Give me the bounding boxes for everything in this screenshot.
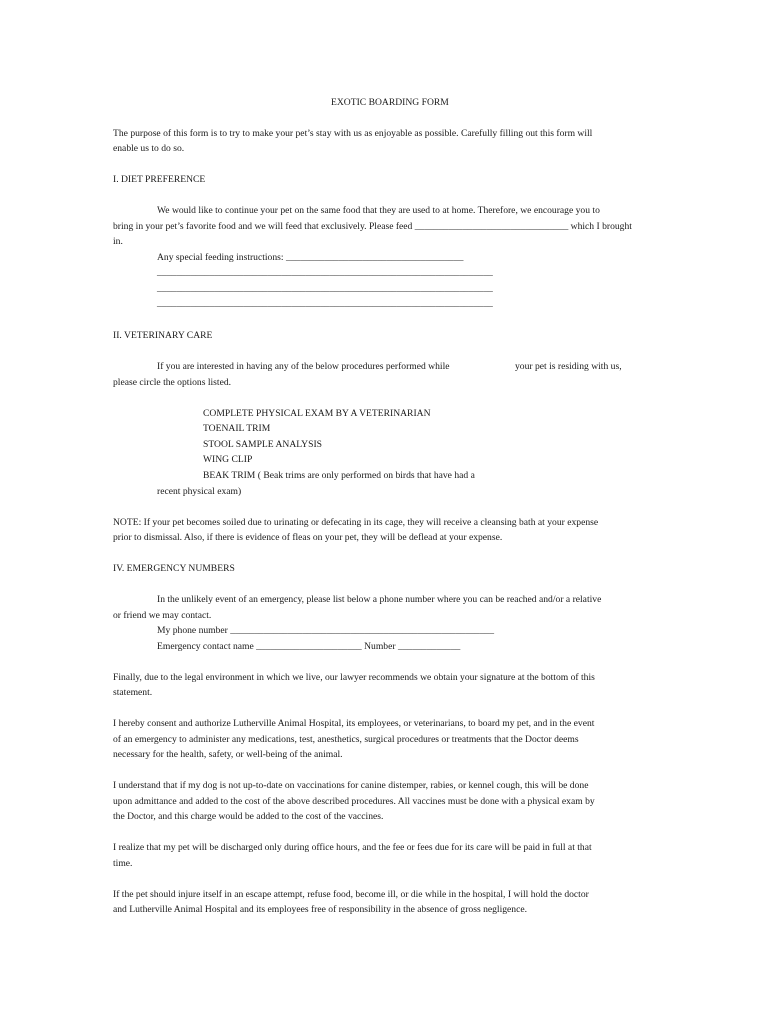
discharge-line-1: I realize that my pet will be discharged only during office hours, and the fee or fees due for its care will be paid in full at that: [113, 842, 592, 853]
diet-paragraph-line-2: bring in your pet’s favorite food and we will feed that exclusively. Please feed ________________________________ which I brought: [113, 221, 632, 232]
vet-option: COMPLETE PHYSICAL EXAM BY A VETERINARIAN: [203, 408, 431, 419]
phone-number-field: My phone number _______________________________________________________: [157, 625, 495, 636]
vet-paragraph-line-2: please circle the options listed.: [113, 377, 232, 388]
vaccines-line-2: upon admittance and added to the cost of the above described procedures. All vaccines must be done with a physical exam by: [113, 796, 595, 807]
diet-heading: I. DIET PREFERENCE: [113, 174, 206, 185]
note-line-2: prior to dismissal. Also, if there is evidence of fleas on your pet, they will be deflead at your expense.: [113, 532, 503, 543]
vet-heading: II. VETERINARY CARE: [113, 330, 213, 341]
vaccines-line-3: the Doctor, and this charge would be added to the cost of the vaccines.: [113, 811, 384, 822]
consent-line-3: necessary for the health, safety, or well-being of the animal.: [113, 749, 343, 760]
discharge-line-2: time.: [113, 858, 133, 869]
diet-paragraph-line-3: in.: [113, 236, 123, 247]
vet-option: TOENAIL TRIM: [203, 423, 271, 434]
emergency-paragraph-line-2: or friend we may contact.: [113, 610, 212, 621]
feeding-blank-line: ______________________________________________________________________: [157, 283, 493, 294]
emergency-heading: IV. EMERGENCY NUMBERS: [113, 563, 235, 574]
vet-option: STOOL SAMPLE ANALYSIS: [203, 439, 322, 450]
vet-option: BEAK TRIM ( Beak trims are only performed on birds that have had a: [203, 470, 475, 481]
intro-line-2: enable us to do so.: [113, 143, 185, 154]
emergency-paragraph-line-1: In the unlikely event of an emergency, please list below a phone number where you can be reached and/or a relative: [157, 594, 602, 605]
liability-line-1: If the pet should injure itself in an escape attempt, refuse food, become ill, or die while in the hospital, I will hold the doctor: [113, 889, 589, 900]
finally-line-1: Finally, due to the legal environment in which we live, our lawyer recommends we obtain your signature at the bottom of this: [113, 672, 595, 683]
finally-line-2: statement.: [113, 687, 153, 698]
vet-paragraph-line-1a: If you are interested in having any of the below procedures performed while: [157, 361, 450, 372]
feeding-blank-line: ______________________________________________________________________: [157, 267, 493, 278]
note-line-1: NOTE: If your pet becomes soiled due to urinating or defecating in its cage, they will receive a cleansing bath at your expense: [113, 517, 599, 528]
intro-line-1: The purpose of this form is to try to make your pet’s stay with us as enjoyable as possible. Carefully filling out this form will: [113, 128, 593, 139]
liability-line-2: and Lutherville Animal Hospital and its employees free of responsibility in the absence of gross negligence.: [113, 904, 528, 915]
form-title: EXOTIC BOARDING FORM: [331, 97, 449, 108]
emergency-contact-field: Emergency contact name ______________________ Number _____________: [157, 641, 461, 652]
vet-paragraph-line-1b: your pet is residing with us,: [515, 361, 622, 372]
consent-line-1: I hereby consent and authorize Lutherville Animal Hospital, its employees, or veterinarians, to board my pet, and in the event: [113, 718, 595, 729]
vaccines-line-1: I understand that if my dog is not up-to-date on vaccinations for canine distemper, rabies, or kennel cough, this will be done: [113, 780, 589, 791]
special-feeding-label: Any special feeding instructions: _____________________________________: [157, 252, 464, 263]
diet-paragraph-line-1: We would like to continue your pet on the same food that they are used to at home. Therefore, we encourage you to: [157, 205, 600, 216]
vet-option-continuation: recent physical exam): [157, 486, 242, 497]
feeding-blank-line: ______________________________________________________________________: [157, 298, 493, 309]
consent-line-2: of an emergency to administer any medications, test, anesthetics, surgical procedures or treatments that the Doctor deems: [113, 734, 579, 745]
vet-option: WING CLIP: [203, 454, 253, 465]
